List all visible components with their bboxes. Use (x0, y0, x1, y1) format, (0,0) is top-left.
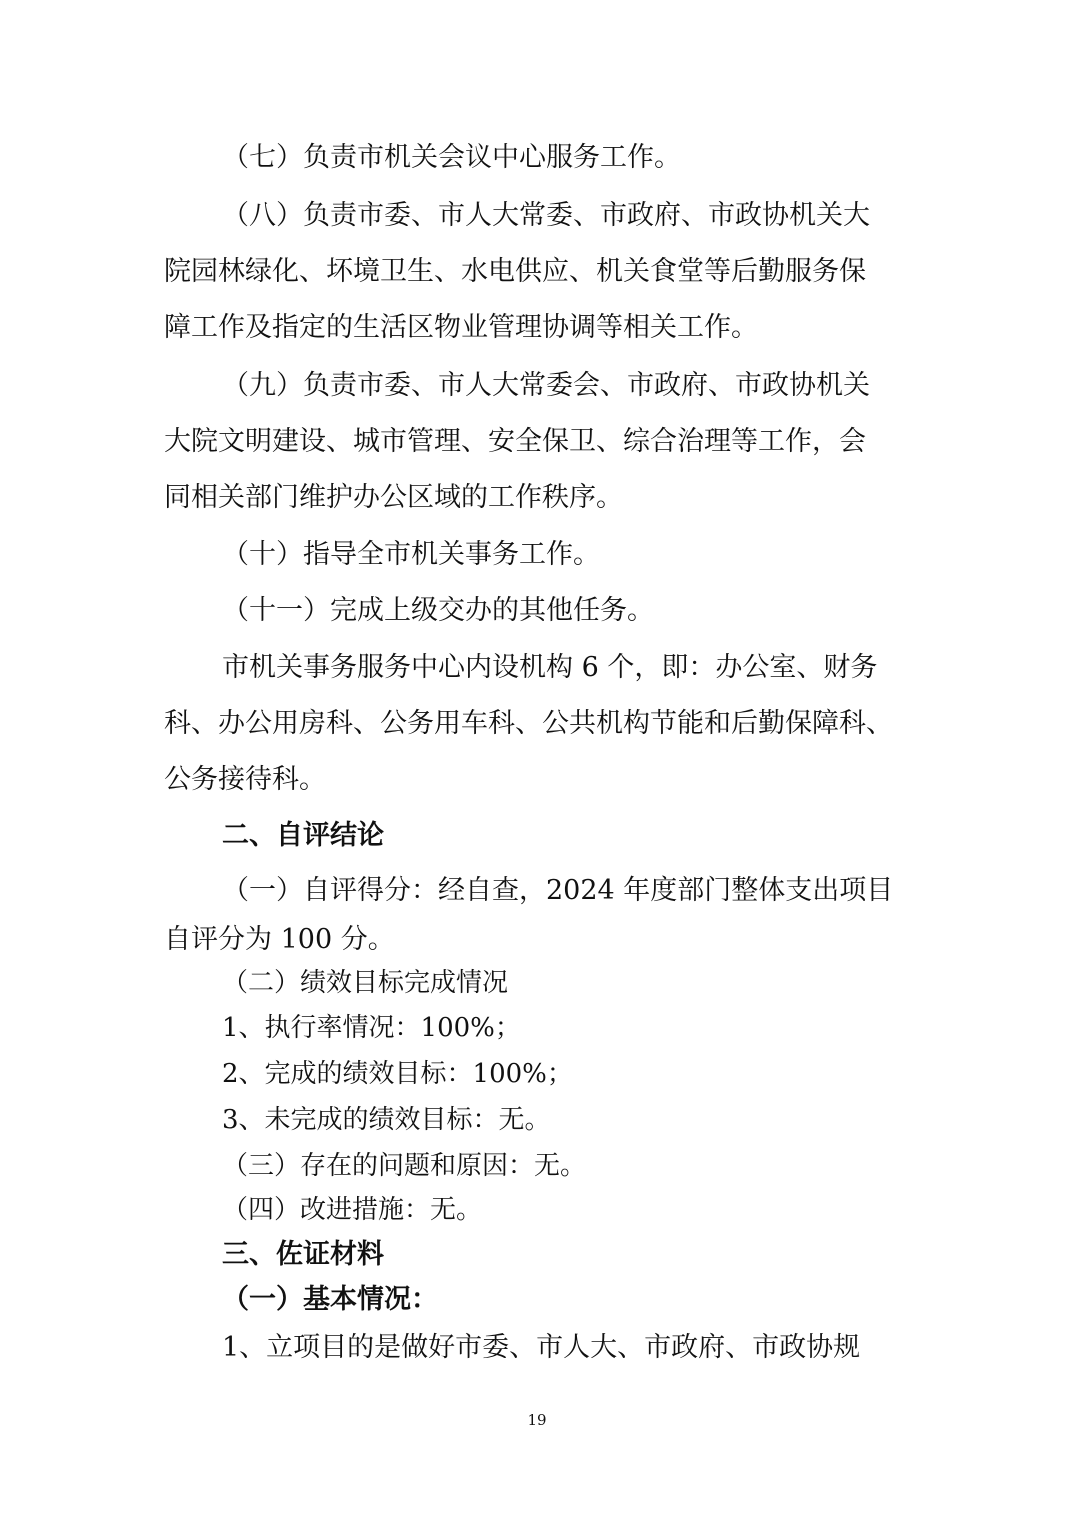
page-number: 19 (527, 1411, 547, 1429)
document-page: （七）负责市机关会议中心服务工作。 （八）负责市委、市人大常委、市政府、市政协机关大 院园林绿化、坏境卫生、水电供应、机关食堂等后勤服务保 障工作及指定的生活区物业管理协调等相关工作。 （九）负责市委、市人大常委会、市政府、市政协机关 大院文明建设、城市管理、安全保卫、综合治理等工作，会 同相关部门维护办公区域的工作秩序。 （十）指导全市机关事务工作。 （十一）完成上级交办的其他任务。 市机关事务服务中心内设机构 6 个，即：办公室、财务 科、办公用房科、公务用车科、公共机构节能和后勤保障科、 公务接待科。 二、自评结论 （一）自评得分：经自查，2024 年度部门整体支出项目 自评分为 100 分。 （二）绩效目标完成情况 1、执行率情况：100%； 2、完成的绩效目标：100%； 3、未完成的绩效目标：无。 （三）存在的问题和原因：无。 （四）改进措施：无。 三、佐证材料 （一）基本情况： 1、立项目的是做好市委、市人大、市政府、市政协规 19 (0, 0, 1074, 1520)
